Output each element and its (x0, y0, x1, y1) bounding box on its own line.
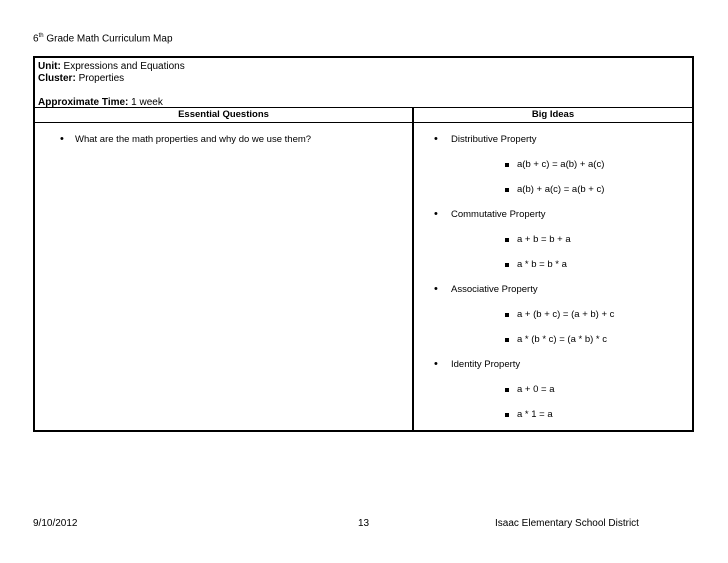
square-bullet (505, 313, 509, 317)
property-example: a * (b * c) = (a * b) * c (414, 334, 692, 348)
bullet-dot: • (434, 208, 438, 220)
footer-district: Isaac Elementary School District (495, 518, 639, 529)
footer-date: 9/10/2012 (33, 518, 78, 529)
big-idea-associative (414, 284, 692, 348)
bullet-dot: • (434, 133, 438, 145)
unit-info-box (35, 58, 692, 108)
property-example: a(b) + a(c) = a(b + c) (414, 184, 692, 198)
unit-value: Expressions and Equations (60, 61, 185, 72)
square-bullet (505, 413, 509, 417)
question-item: • What are the math properties and why do we use them? (60, 133, 312, 145)
big-idea-distributive (414, 134, 692, 198)
big-ideas-header: Big Ideas (414, 108, 692, 123)
bullet-dot: • (434, 283, 438, 295)
square-bullet (505, 163, 509, 167)
essential-questions-column (35, 108, 414, 430)
document-title: 6th Grade Math Curriculum Map (33, 33, 173, 45)
big-idea-label: Distributive Property (451, 134, 537, 145)
property-example: a * b = b * a (414, 259, 692, 273)
big-idea-identity (414, 359, 692, 423)
big-idea-label: Commutative Property (451, 209, 546, 220)
square-bullet (505, 188, 509, 192)
property-example: a + b = b + a (414, 234, 692, 248)
big-idea-label: Identity Property (451, 359, 521, 370)
big-ideas-column (414, 108, 692, 430)
bullet-dot: • (60, 133, 64, 145)
big-idea-commutative (414, 209, 692, 273)
property-example: a * 1 = a (414, 409, 692, 423)
property-example: a + 0 = a (414, 384, 692, 398)
big-idea-label: Associative Property (451, 284, 538, 295)
cluster-value: Properties (75, 73, 125, 84)
unit-label: Unit: (38, 61, 61, 72)
time-label: Approximate Time: (38, 97, 129, 108)
title-superscript: th (38, 33, 44, 39)
bullet-dot: • (434, 358, 438, 370)
time-value: 1 week (128, 97, 163, 108)
essential-questions-header: Essential Questions (35, 108, 412, 123)
cluster-row (38, 73, 692, 85)
square-bullet (505, 238, 509, 242)
unit-row (38, 61, 692, 73)
footer-page-number: 13 (358, 518, 370, 529)
big-ideas-list (414, 134, 692, 423)
square-bullet (505, 388, 509, 392)
square-bullet (505, 263, 509, 267)
property-example: a(b + c) = a(b) + a(c) (414, 159, 692, 173)
questions-list (35, 134, 412, 145)
curriculum-table (33, 56, 694, 432)
property-example: a + (b + c) = (a + b) + c (414, 309, 692, 323)
square-bullet (505, 338, 509, 342)
cluster-label: Cluster: (38, 73, 76, 84)
